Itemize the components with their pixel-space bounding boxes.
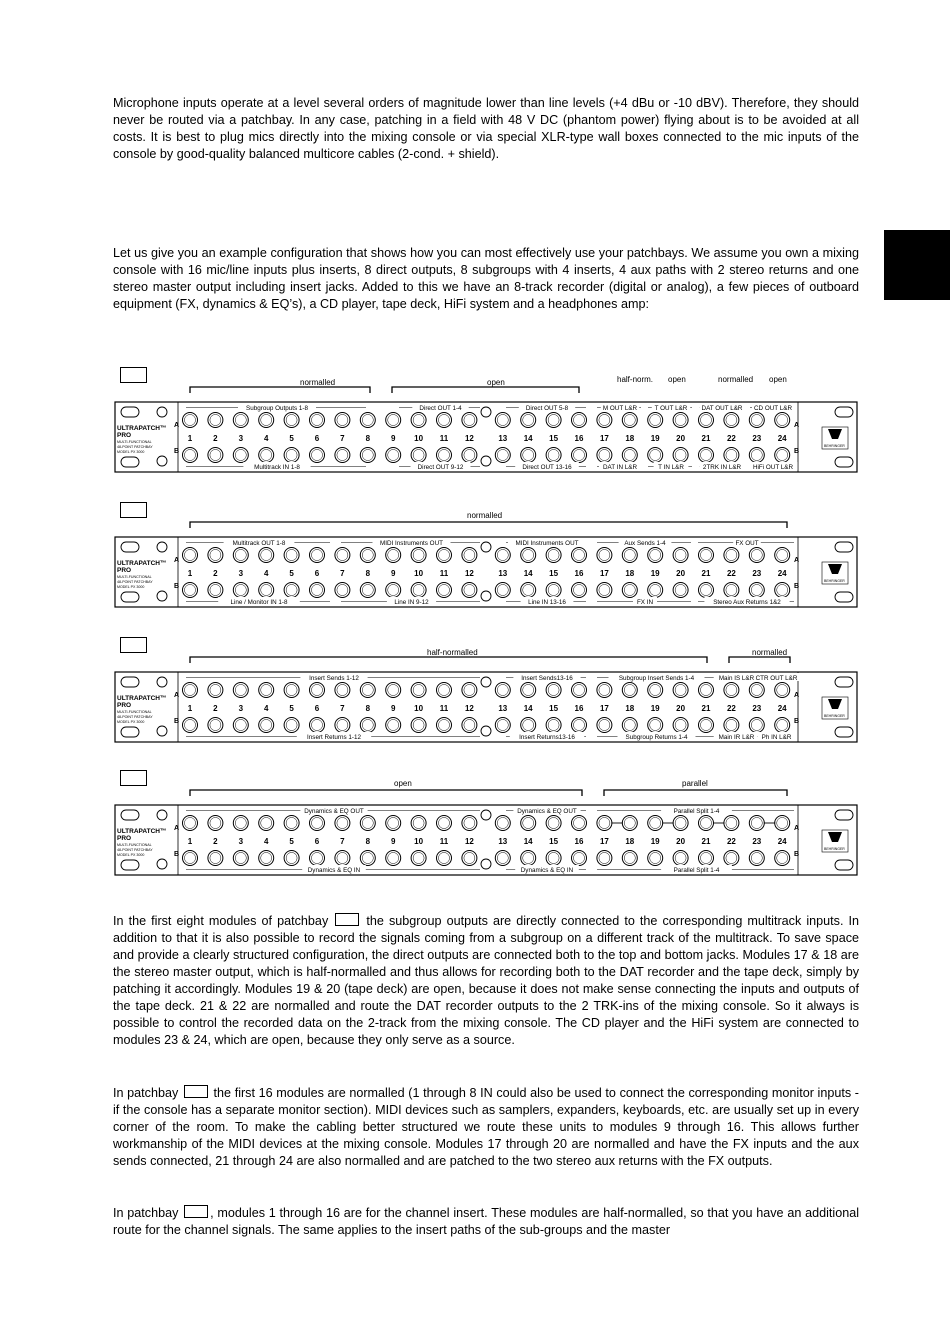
- module-number: 5: [289, 434, 294, 443]
- module-number: 18: [625, 704, 635, 713]
- section-label-bottom: Subgroup Returns 1-4: [625, 734, 688, 741]
- model-subtitle: MULTI-FUNCTIONAL: [117, 710, 152, 714]
- module-number: 6: [314, 837, 320, 846]
- section-label-top: Direct OUT 1-4: [419, 405, 462, 412]
- module-number: 11: [439, 569, 449, 578]
- model-subtitle: MODEL PX 3000: [117, 720, 145, 724]
- module-number: 8: [365, 569, 371, 578]
- module-number: 8: [365, 837, 371, 846]
- logo-text: BEHRINGER: [824, 714, 845, 718]
- module-number: 21: [701, 837, 711, 846]
- model-subtitle: MULTI-FUNCTIONAL: [117, 440, 152, 444]
- screw-icon: [481, 859, 491, 869]
- module-number: 16: [574, 837, 584, 846]
- annotation-bracket: [392, 387, 579, 393]
- module-number: 9: [390, 837, 396, 846]
- section-label-top: Direct OUT 5-8: [525, 405, 569, 412]
- section-label-bottom: T IN L&R: [658, 464, 684, 471]
- annotation-bracket: [190, 522, 787, 528]
- section-label-top: DAT OUT L&R: [701, 405, 743, 412]
- module-number: 3: [238, 569, 244, 578]
- routing-annotation: open: [394, 779, 412, 788]
- module-number: 13: [498, 434, 508, 443]
- screw-icon: [157, 591, 167, 601]
- annotation-bracket: [190, 387, 370, 393]
- module-number: 22: [726, 837, 736, 846]
- module-number: 17: [599, 434, 609, 443]
- module-number: 20: [676, 434, 686, 443]
- module-number: 9: [390, 569, 396, 578]
- row-label-b: B: [174, 583, 180, 590]
- section-label-top: Subgroup Insert Sends 1-4: [618, 675, 695, 682]
- module-number: 8: [365, 434, 371, 443]
- annotation-bracket: [190, 790, 582, 796]
- row-label-a: A: [174, 557, 180, 564]
- module-number: 1: [187, 704, 193, 713]
- row-label-a: A: [794, 422, 800, 429]
- logo-text: BEHRINGER: [824, 847, 845, 851]
- section-label-bottom: Multitrack IN 1-8: [254, 464, 300, 471]
- paragraph-patchbay-a: [113, 913, 859, 1049]
- module-number: 24: [777, 434, 787, 443]
- module-number: 6: [314, 569, 320, 578]
- module-number: 2: [213, 569, 218, 578]
- patchbay-4-diagram: [112, 768, 862, 878]
- module-number: 1: [187, 837, 193, 846]
- module-number: 10: [414, 837, 424, 846]
- patchbay-3-diagram: [112, 635, 862, 745]
- section-label-bottom: Direct OUT 9-12: [417, 464, 464, 471]
- module-number: 2: [213, 434, 218, 443]
- paragraph-patchbay-c-body: , modules 1 through 16 are for the channel insert. These modules are half-normalled, so that you have an additional route for the channel signals. The same applies to the insert paths of the sub-groups and the master: [113, 1206, 860, 1237]
- logo-text: BEHRINGER: [824, 579, 845, 583]
- module-number: 14: [523, 434, 533, 443]
- module-number: 15: [549, 837, 559, 846]
- module-number: 5: [289, 837, 294, 846]
- section-label-bottom: DAT IN L&R: [602, 464, 638, 471]
- section-label-top: MIDI Instruments OUT: [515, 540, 579, 547]
- routing-annotation: half-normalled: [427, 648, 478, 657]
- row-label-a: A: [794, 557, 800, 564]
- module-number: 17: [599, 704, 609, 713]
- module-number: 7: [340, 434, 345, 443]
- screw-icon: [157, 859, 167, 869]
- module-number: 5: [289, 704, 294, 713]
- patchbay-4-label-box: [120, 770, 147, 786]
- module-number: 4: [263, 837, 269, 846]
- patchbay-1: [112, 365, 862, 475]
- screw-icon: [157, 407, 167, 417]
- annotation-bracket: [604, 790, 787, 796]
- routing-annotation: parallel: [682, 779, 708, 788]
- routing-annotation: open: [487, 378, 505, 387]
- brand-name: ULTRAPATCH™: [117, 828, 167, 835]
- patchbay-1-diagram: [112, 365, 862, 475]
- module-number: 5: [289, 569, 294, 578]
- module-number: 11: [439, 837, 449, 846]
- module-number: 9: [390, 434, 396, 443]
- row-label-b: B: [174, 718, 180, 725]
- brand-name: ULTRAPATCH™: [117, 425, 167, 432]
- module-number: 3: [238, 704, 244, 713]
- module-number: 8: [365, 704, 371, 713]
- paragraph-patchbay-b-body: the first 16 modules are normalled (1 through 8 IN could also be used to connect the corresponding monitor inputs - if the console has a separate monitor section). MIDI devices such as samplers, expanders, keyboards, etc. are usually set up in every corner of the room. To make the cabling better structured we route these units to modules 9 through 16. This allows further workmanship of the MIDI devices at the mixing console. Modules 17 through 20 are normalled and have the FX inputs and the aux sends connected, 21 through 24 are also normalled and are patched to the two stereo aux returns with the FX outputs.: [113, 1086, 859, 1168]
- module-number: 24: [777, 837, 787, 846]
- model-subtitle: MULTI-FUNCTIONAL: [117, 843, 152, 847]
- module-number: 11: [439, 434, 449, 443]
- row-label-a: A: [174, 692, 180, 699]
- section-label-bottom: HiFi OUT L&R: [752, 464, 794, 471]
- model-subtitle: 48-POINT PATCHBAY: [117, 715, 153, 719]
- module-number: 2: [213, 837, 218, 846]
- paragraph-mic-inputs: Microphone inputs operate at a level several orders of magnitude lower than line levels (+4 dBu or -10 dBV). Therefore, they should never be routed via a patchbay. In any case, patching in a field with 48 V DC (phantom power) flying about is to be avoided at all costs. It is best to plug mics directly into the mixing console or via special XLR-type wall boxes connected to the mic inputs of the console by good-quality balanced multicore cables (2-cond. + shield).: [113, 96, 859, 161]
- routing-annotation: open: [668, 375, 686, 384]
- section-label-bottom: Main IR L&R: [718, 734, 755, 741]
- routing-annotation: normalled: [718, 375, 754, 384]
- brand-name: ULTRAPATCH™: [117, 560, 167, 567]
- module-number: 4: [263, 704, 269, 713]
- section-label-top: CTR OUT L&R: [755, 675, 798, 682]
- module-number: 14: [523, 569, 533, 578]
- screw-icon: [157, 677, 167, 687]
- module-number: 6: [314, 434, 320, 443]
- screw-icon: [481, 726, 491, 736]
- section-label-bottom: Ph IN L&R: [761, 734, 792, 741]
- module-number: 11: [439, 704, 449, 713]
- module-number: 19: [650, 569, 660, 578]
- row-label-b: B: [174, 448, 180, 455]
- brand-name: ULTRAPATCH™: [117, 695, 167, 702]
- module-number: 15: [549, 704, 559, 713]
- patchbay-2-label-box: [120, 502, 147, 518]
- module-number: 15: [549, 569, 559, 578]
- module-number: 10: [414, 569, 424, 578]
- module-number: 13: [498, 569, 508, 578]
- row-label-a: A: [174, 422, 180, 429]
- section-label-top: Insert Sends 1-12: [309, 675, 359, 682]
- model-name: PRO: [117, 432, 132, 439]
- section-label-bottom: 2TRK IN L&R: [702, 464, 742, 471]
- row-label-a: A: [794, 692, 800, 699]
- screw-icon: [157, 456, 167, 466]
- module-number: 12: [464, 704, 474, 713]
- patchbay-ref-box: [184, 1085, 208, 1098]
- screw-icon: [481, 542, 491, 552]
- paragraph-example-config: Let us give you an example configuration that shows how you can most effectively use your patchbays. We assume you own a mixing console with 16 mic/line inputs plus inserts, 8 direct outputs, 8 subgroups with 4 inserts, 4 aux paths with 2 stereo returns and one stereo master output including insert jacks. Added to this we have an 8-track recorder (digital or analog), a few pieces of outboard equipment (FX, dynamics & EQ’s), a CD player, tape deck, HiFi system and a headphones amp:: [113, 246, 859, 311]
- module-number: 21: [701, 569, 711, 578]
- module-number: 19: [650, 434, 660, 443]
- module-number: 15: [549, 434, 559, 443]
- screw-icon: [157, 810, 167, 820]
- module-number: 10: [414, 434, 424, 443]
- module-number: 22: [726, 434, 736, 443]
- module-number: 20: [676, 569, 686, 578]
- paragraph-patchbay-c-lead: In patchbay: [113, 1206, 179, 1220]
- section-label-top: T OUT L&R: [654, 405, 688, 412]
- module-number: 16: [574, 569, 584, 578]
- module-number: 12: [464, 837, 474, 846]
- annotation-bracket: [190, 657, 707, 663]
- module-number: 10: [414, 704, 424, 713]
- section-label-bottom: Line IN 9-12: [394, 599, 429, 606]
- module-number: 16: [574, 434, 584, 443]
- screw-icon: [481, 810, 491, 820]
- section-label-top: Subgroup Outputs 1-8: [246, 405, 308, 412]
- section-label-bottom: Line / Monitor IN 1-8: [230, 599, 288, 606]
- patchbay-4: [112, 768, 862, 878]
- module-number: 19: [650, 837, 660, 846]
- module-number: 6: [314, 704, 320, 713]
- patchbay-ref-box: [184, 1205, 208, 1218]
- section-label-top: Dynamics & EQ OUT: [304, 808, 364, 815]
- section-label-top: Aux Sends 1-4: [624, 540, 666, 547]
- module-number: 23: [752, 837, 762, 846]
- routing-annotation: normalled: [752, 648, 788, 657]
- section-label-top: CD OUT L&R: [753, 405, 793, 412]
- model-subtitle: 48-POINT PATCHBAY: [117, 848, 153, 852]
- row-label-a: A: [174, 825, 180, 832]
- screw-icon: [481, 591, 491, 601]
- module-number: 13: [498, 837, 508, 846]
- row-label-b: B: [794, 718, 800, 725]
- module-number: 23: [752, 569, 762, 578]
- module-number: 22: [726, 569, 736, 578]
- routing-annotation: half-norm.: [617, 375, 654, 384]
- logo-text: BEHRINGER: [824, 444, 845, 448]
- module-number: 3: [238, 837, 244, 846]
- screw-icon: [481, 407, 491, 417]
- module-number: 23: [752, 434, 762, 443]
- module-number: 18: [625, 837, 635, 846]
- model-name: PRO: [117, 702, 132, 709]
- module-number: 7: [340, 569, 345, 578]
- paragraph-patchbay-a-lead: In the first eight modules of patchbay: [113, 914, 329, 928]
- screw-icon: [481, 677, 491, 687]
- module-number: 4: [263, 434, 269, 443]
- section-label-bottom: Dynamics & EQ IN: [307, 867, 361, 874]
- model-subtitle: MULTI-FUNCTIONAL: [117, 575, 152, 579]
- module-number: 17: [599, 837, 609, 846]
- module-number: 14: [523, 704, 533, 713]
- row-label-b: B: [794, 448, 800, 455]
- model-name: PRO: [117, 567, 132, 574]
- patchbay-ref-box: [335, 913, 359, 926]
- row-label-b: B: [174, 851, 180, 858]
- module-number: 14: [523, 837, 533, 846]
- section-label-top: Parallel Split 1-4: [673, 808, 720, 815]
- module-number: 19: [650, 704, 660, 713]
- routing-annotation: open: [769, 375, 787, 384]
- paragraph-patchbay-a-body: the subgroup outputs are directly connected to the corresponding multitrack inputs. In addition to that it is also possible to record the signals coming from a subgroup on a different track of the multitrack. To save space and provide a clearly structured configuration, the direct outputs are connected both to the top and bottom jacks. Modules 17 & 18 are the stereo master output, which is half-normalled and thus allows for recording both to the DAT recorder and the tape deck, simply by patching it accordingly. Modules 19 & 20 (tape deck) are open, because it does not make sense connecting the inputs and outputs of the tape deck. 21 & 22 are normalled and route the DAT recorder outputs to the 2 TRK-ins of the mixing console. So it always is possible to control the recorded data on the 2-track from the mixing console. The CD player and the HiFi system are connected to modules 23 & 24, which are open, because they only serve as a source.: [113, 914, 860, 1047]
- section-label-top: Insert Sends13-16: [521, 675, 573, 682]
- section-label-bottom: FX IN: [636, 599, 654, 606]
- screw-icon: [157, 726, 167, 736]
- section-label-top: M OUT L&R: [602, 405, 638, 412]
- module-number: 18: [625, 434, 635, 443]
- section-label-top: Multitrack OUT 1-8: [232, 540, 286, 547]
- row-label-a: A: [794, 825, 800, 832]
- patchbay-3-label-box: [120, 637, 147, 653]
- module-number: 16: [574, 704, 584, 713]
- module-number: 1: [187, 434, 193, 443]
- section-label-bottom: Line IN 13-16: [528, 599, 566, 606]
- row-label-b: B: [794, 583, 800, 590]
- section-label-bottom: Insert Returns 1-12: [307, 734, 361, 741]
- module-number: 21: [701, 704, 711, 713]
- routing-annotation: normalled: [300, 378, 336, 387]
- paragraph-patchbay-b: [113, 1085, 859, 1170]
- model-subtitle: MODEL PX 3000: [117, 853, 145, 857]
- row-label-b: B: [794, 851, 800, 858]
- module-number: 22: [726, 704, 736, 713]
- section-label-top: Main IS L&R: [718, 675, 755, 682]
- module-number: 3: [238, 434, 244, 443]
- module-number: 12: [464, 569, 474, 578]
- patchbay-2-diagram: [112, 500, 862, 610]
- module-number: 7: [340, 704, 345, 713]
- module-number: 17: [599, 569, 609, 578]
- paragraph-patchbay-c: [113, 1205, 859, 1239]
- routing-annotation: normalled: [467, 511, 503, 520]
- module-number: 2: [213, 704, 218, 713]
- module-number: 20: [676, 704, 686, 713]
- screw-icon: [481, 456, 491, 466]
- module-number: 18: [625, 569, 635, 578]
- section-label-bottom: Dynamics & EQ IN: [520, 867, 574, 874]
- chapter-tab: [884, 230, 950, 300]
- module-number: 13: [498, 704, 508, 713]
- module-number: 12: [464, 434, 474, 443]
- module-number: 7: [340, 837, 345, 846]
- annotation-bracket: [729, 657, 790, 663]
- section-label-top: FX OUT: [735, 540, 759, 547]
- module-number: 9: [390, 704, 396, 713]
- module-number: 24: [777, 569, 787, 578]
- patchbay-3: [112, 635, 862, 745]
- screw-icon: [157, 542, 167, 552]
- module-number: 1: [187, 569, 193, 578]
- model-subtitle: 48-POINT PATCHBAY: [117, 445, 153, 449]
- paragraph-patchbay-b-lead: In patchbay: [113, 1086, 179, 1100]
- section-label-top: Dynamics & EQ OUT: [517, 808, 577, 815]
- section-label-bottom: Parallel Split 1-4: [673, 867, 720, 874]
- model-subtitle: MODEL PX 3000: [117, 450, 145, 454]
- section-label-bottom: Direct OUT 13-16: [522, 464, 572, 471]
- model-name: PRO: [117, 835, 132, 842]
- section-label-bottom: Stereo Aux Returns 1&2: [713, 599, 781, 606]
- patchbay-1-label-box: [120, 367, 147, 383]
- section-label-top: MIDI Instruments OUT: [380, 540, 443, 547]
- section-label-bottom: Insert Returns13-16: [519, 734, 575, 741]
- module-number: 4: [263, 569, 269, 578]
- model-subtitle: MODEL PX 3000: [117, 585, 145, 589]
- model-subtitle: 48-POINT PATCHBAY: [117, 580, 153, 584]
- module-number: 21: [701, 434, 711, 443]
- module-number: 20: [676, 837, 686, 846]
- patchbay-2: [112, 500, 862, 610]
- module-number: 23: [752, 704, 762, 713]
- module-number: 24: [777, 704, 787, 713]
